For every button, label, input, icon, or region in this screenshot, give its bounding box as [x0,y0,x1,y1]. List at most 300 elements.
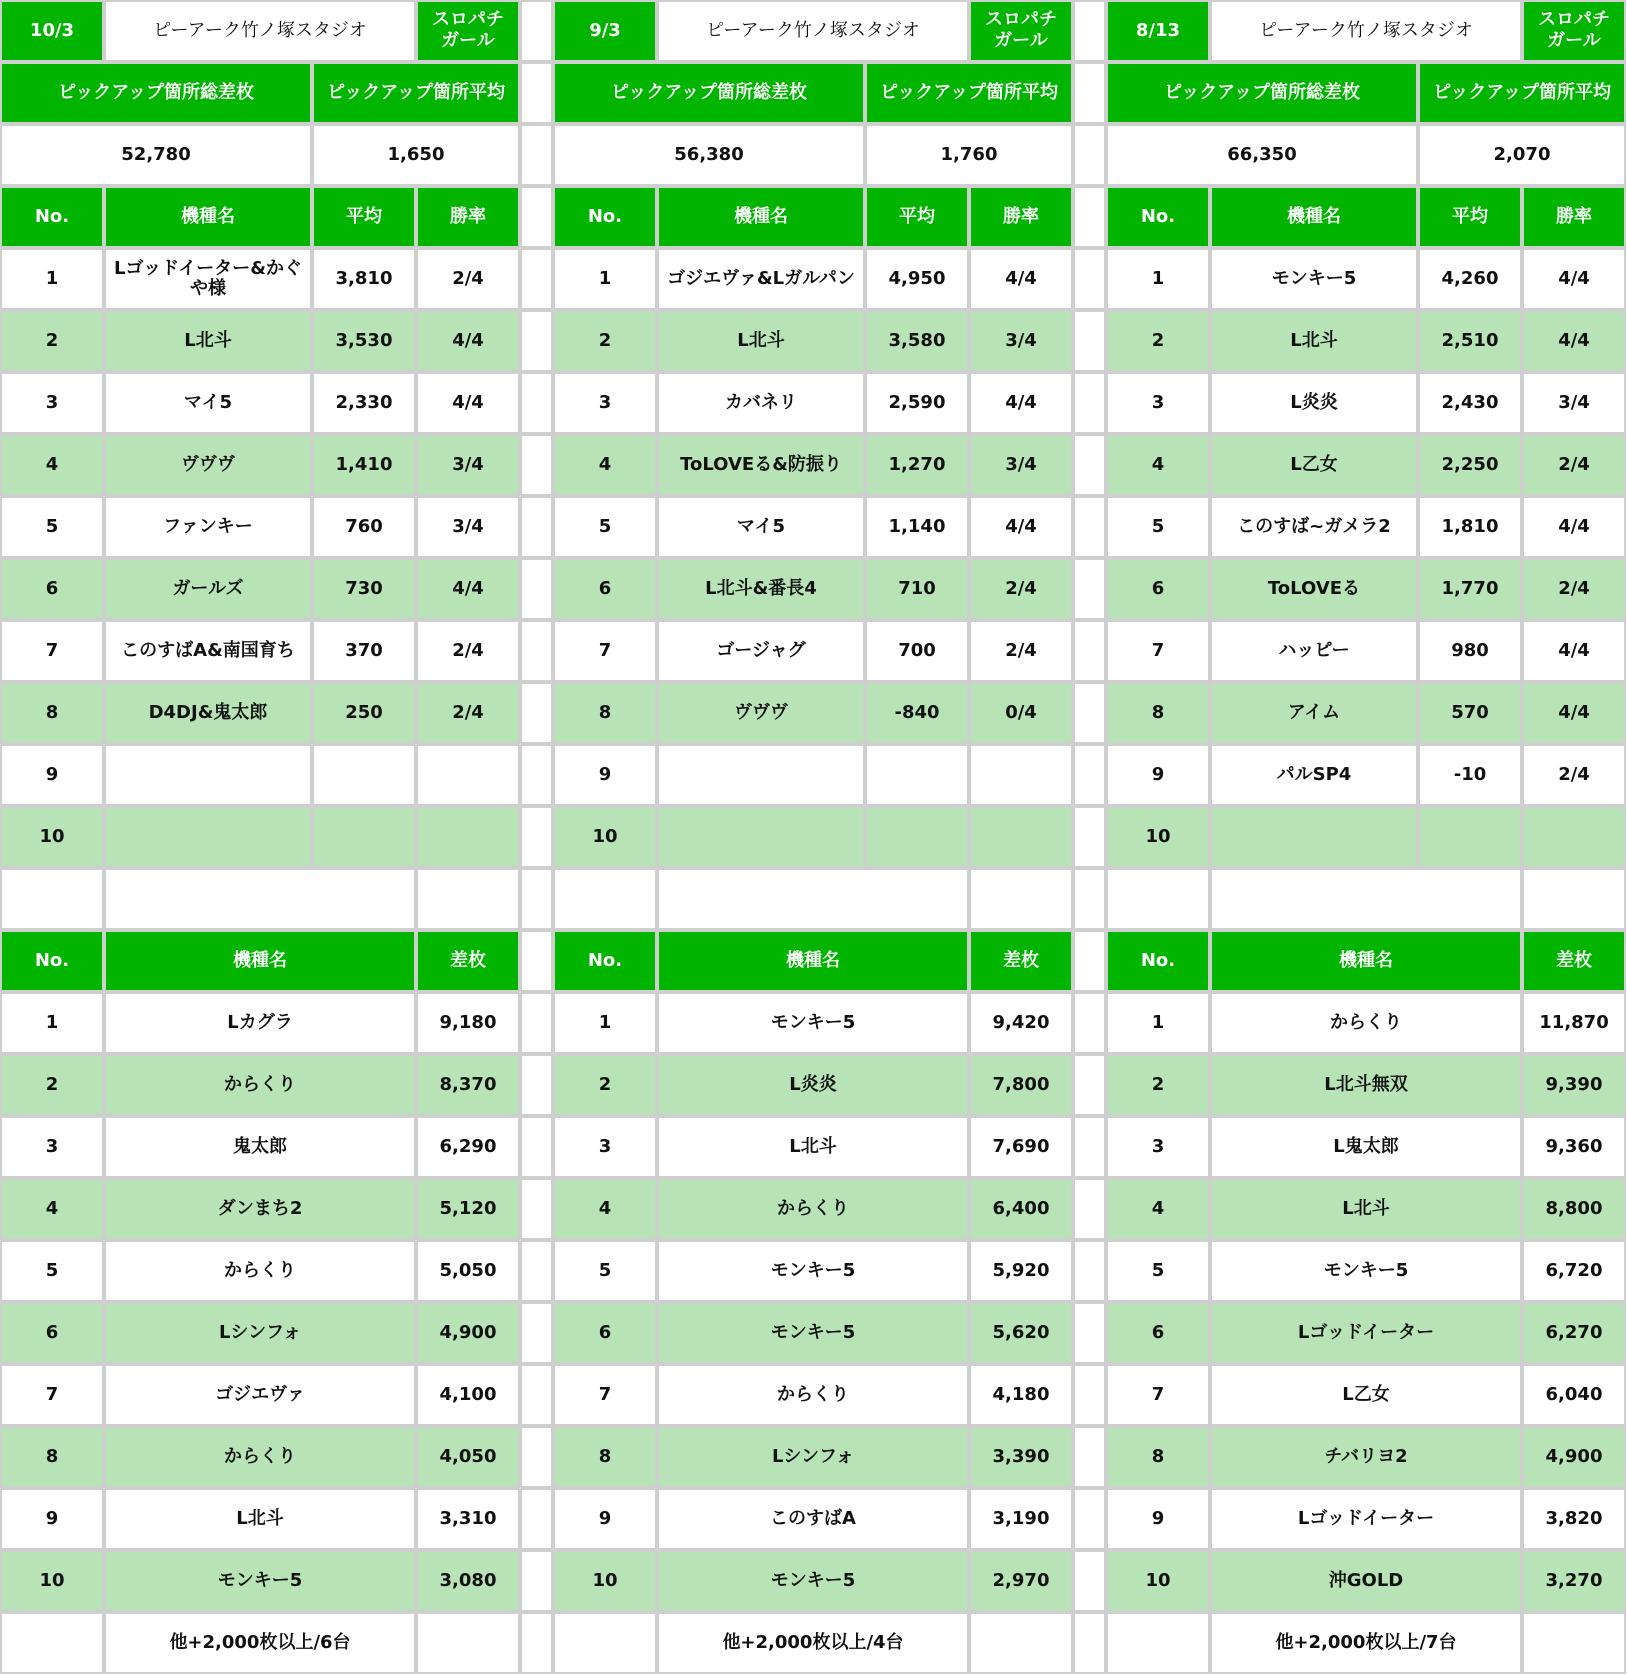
row-number: 6 [0,1302,104,1364]
machine-name: L鬼太郎 [1210,1116,1522,1178]
row-number: 9 [1106,744,1210,806]
diff-value: 6,270 [1522,1302,1626,1364]
grid-cell [1073,930,1106,992]
header-average: 平均 [312,186,416,248]
grid-cell [1073,558,1106,620]
row-number: 7 [0,1364,104,1426]
machine-name: L北斗無双 [1210,1054,1522,1116]
average-diff [312,806,416,868]
date-label: 10/3 [0,0,104,62]
grid-cell [520,434,553,496]
diff-value: 5,120 [416,1178,520,1240]
row-number: 8 [0,1426,104,1488]
win-rate: 3/4 [1522,372,1626,434]
grid-cell [1073,372,1106,434]
machine-name [104,744,312,806]
grid-cell [1073,496,1106,558]
machine-name: このすばA&南国育ち [104,620,312,682]
tag-badge [1522,0,1626,62]
machine-name: 沖GOLD [1210,1550,1522,1612]
win-rate: 2/4 [1522,434,1626,496]
win-rate: 2/4 [416,620,520,682]
machine-name: ゴジエヴァ&Lガルパン [657,248,865,310]
diff-value: 6,290 [416,1116,520,1178]
header-machine: 機種名 [657,186,865,248]
footer-note: 他+2,000枚以上/4台 [657,1612,969,1674]
row-number: 7 [553,1364,657,1426]
row-number: 9 [0,1488,104,1550]
row-number: 6 [1106,1302,1210,1364]
row-number: 1 [553,992,657,1054]
row-number: 5 [0,1240,104,1302]
header-no: No. [553,930,657,992]
machine-name: L乙女 [1210,1364,1522,1426]
grid-cell [1073,1116,1106,1178]
diff-value: 6,400 [969,1178,1073,1240]
grid-cell [1106,1612,1210,1674]
grid-cell [104,868,416,930]
header-average: 平均 [1418,186,1522,248]
average-diff: 1,810 [1418,496,1522,558]
grid-cell [520,1612,553,1674]
row-number: 8 [553,1426,657,1488]
machine-name: モンキー5 [657,1550,969,1612]
machine-name [657,744,865,806]
average-diff [865,744,969,806]
machine-name: ガールズ [104,558,312,620]
diff-value: 4,050 [416,1426,520,1488]
machine-name: ゴジエヴァ [104,1364,416,1426]
row-number: 8 [1106,1426,1210,1488]
tag-line-2: ガール [1547,30,1601,51]
win-rate: 4/4 [969,248,1073,310]
grid-cell [1210,868,1522,930]
row-number: 7 [553,620,657,682]
row-number: 7 [0,620,104,682]
grid-cell [520,1240,553,1302]
machine-name: モンキー5 [1210,1240,1522,1302]
row-number: 4 [1106,1178,1210,1240]
header-diff: 差枚 [416,930,520,992]
row-number: 1 [1106,248,1210,310]
win-rate: 2/4 [1522,558,1626,620]
grid-cell [520,0,553,62]
total-diff-value: 66,350 [1106,124,1418,186]
diff-value: 8,800 [1522,1178,1626,1240]
win-rate: 3/4 [416,496,520,558]
diff-value: 11,870 [1522,992,1626,1054]
win-rate: 2/4 [1522,744,1626,806]
machine-name: L北斗 [657,310,865,372]
machine-name: L北斗 [104,1488,416,1550]
grid-cell [520,868,553,930]
grid-cell [520,1550,553,1612]
diff-value: 3,080 [416,1550,520,1612]
grid-cell [1073,434,1106,496]
row-number: 7 [1106,1364,1210,1426]
average-diff: 760 [312,496,416,558]
win-rate: 2/4 [969,620,1073,682]
average-diff: 2,430 [1418,372,1522,434]
grid-cell [520,1488,553,1550]
machine-name: L北斗 [1210,310,1418,372]
diff-value: 9,390 [1522,1054,1626,1116]
grid-cell [1073,744,1106,806]
row-number: 5 [0,496,104,558]
grid-cell [1073,682,1106,744]
grid-cell [1073,1426,1106,1488]
row-number: 1 [553,248,657,310]
machine-name: からくり [657,1364,969,1426]
average-label: ピックアップ箇所平均 [312,62,520,124]
machine-name: D4DJ&鬼太郎 [104,682,312,744]
store-name: ピーアーク竹ノ塚スタジオ [104,0,416,62]
row-number: 2 [0,1054,104,1116]
footer-note: 他+2,000枚以上/7台 [1210,1612,1522,1674]
row-number: 1 [1106,992,1210,1054]
machine-name [657,806,865,868]
grid-cell [969,1612,1073,1674]
diff-value: 3,820 [1522,1488,1626,1550]
grid-cell [1073,0,1106,62]
machine-name: モンキー5 [104,1550,416,1612]
average-value: 1,650 [312,124,520,186]
grid-cell [520,62,553,124]
machine-name: からくり [104,1240,416,1302]
machine-name: ToLOVEる [1210,558,1418,620]
average-diff: 4,260 [1418,248,1522,310]
row-number: 8 [1106,682,1210,744]
grid-cell [1073,620,1106,682]
grid-cell [969,868,1073,930]
row-number: 10 [0,806,104,868]
diff-value: 3,190 [969,1488,1073,1550]
grid-cell [520,992,553,1054]
win-rate: 4/4 [416,372,520,434]
average-diff: 2,330 [312,372,416,434]
diff-value: 4,180 [969,1364,1073,1426]
row-number: 9 [1106,1488,1210,1550]
diff-value: 9,360 [1522,1116,1626,1178]
header-no: No. [1106,186,1210,248]
win-rate [969,806,1073,868]
win-rate: 4/4 [416,558,520,620]
header-win-rate: 勝率 [969,186,1073,248]
win-rate: 3/4 [416,434,520,496]
row-number: 10 [553,806,657,868]
machine-name: L炎炎 [1210,372,1418,434]
machine-name: ヴヴヴ [104,434,312,496]
row-number: 4 [553,434,657,496]
grid-cell [1073,124,1106,186]
total-diff-label: ピックアップ箇所総差枚 [1106,62,1418,124]
row-number: 7 [1106,620,1210,682]
machine-name: Lカグラ [104,992,416,1054]
grid-cell [1073,1488,1106,1550]
header-win-rate: 勝率 [1522,186,1626,248]
machine-name: L北斗&番長4 [657,558,865,620]
machine-name: ハッピー [1210,620,1418,682]
grid-cell [1073,62,1106,124]
machine-name [104,806,312,868]
machine-name: このすばA [657,1488,969,1550]
machine-name: ファンキー [104,496,312,558]
win-rate: 4/4 [1522,248,1626,310]
machine-name: チバリヨ2 [1210,1426,1522,1488]
grid-cell [1073,186,1106,248]
row-number: 9 [0,744,104,806]
average-diff: -10 [1418,744,1522,806]
header-machine: 機種名 [1210,930,1522,992]
machine-name: Lゴッドイーター&かぐや様 [104,248,312,310]
average-diff: 2,510 [1418,310,1522,372]
grid-cell [1073,1178,1106,1240]
machine-name: L北斗 [1210,1178,1522,1240]
win-rate: 4/4 [1522,310,1626,372]
row-number: 10 [0,1550,104,1612]
row-number: 3 [1106,1116,1210,1178]
win-rate [1522,806,1626,868]
grid-cell [520,1054,553,1116]
grid-cell [553,868,657,930]
row-number: 1 [0,248,104,310]
machine-name: アイム [1210,682,1418,744]
grid-cell [657,868,969,930]
average-value: 2,070 [1418,124,1626,186]
machine-name: L北斗 [657,1116,969,1178]
machine-name: Lシンフォ [657,1426,969,1488]
row-number: 2 [1106,1054,1210,1116]
header-diff: 差枚 [969,930,1073,992]
header-no: No. [0,930,104,992]
average-diff: 730 [312,558,416,620]
average-diff: 3,580 [865,310,969,372]
row-number: 6 [553,558,657,620]
grid-cell [1073,992,1106,1054]
grid-cell [416,1612,520,1674]
average-diff: 980 [1418,620,1522,682]
store-name: ピーアーク竹ノ塚スタジオ [657,0,969,62]
average-diff [312,744,416,806]
diff-value: 6,720 [1522,1240,1626,1302]
win-rate [969,744,1073,806]
row-number: 10 [1106,1550,1210,1612]
row-number: 5 [1106,496,1210,558]
grid-cell [520,1364,553,1426]
grid-cell [520,744,553,806]
tag-line-2: ガール [994,30,1048,51]
tag-line-1: スロパチ [1538,9,1610,31]
average-diff: 1,140 [865,496,969,558]
machine-name: L北斗 [104,310,312,372]
machine-name: Lゴッドイーター [1210,1488,1522,1550]
row-number: 4 [0,434,104,496]
row-number: 10 [553,1550,657,1612]
total-diff-value: 52,780 [0,124,312,186]
average-diff: 4,950 [865,248,969,310]
machine-name: モンキー5 [657,992,969,1054]
average-diff [865,806,969,868]
grid-cell [520,248,553,310]
grid-cell [1073,1364,1106,1426]
machine-name: 鬼太郎 [104,1116,416,1178]
total-diff-label: ピックアップ箇所総差枚 [553,62,865,124]
date-label: 8/13 [1106,0,1210,62]
machine-name: マイ5 [104,372,312,434]
win-rate: 4/4 [969,372,1073,434]
row-number: 8 [553,682,657,744]
row-number: 1 [0,992,104,1054]
grid-cell [1522,1612,1626,1674]
grid-cell [520,186,553,248]
total-diff-value: 56,380 [553,124,865,186]
grid-cell [520,620,553,682]
average-diff: -840 [865,682,969,744]
row-number: 9 [553,1488,657,1550]
row-number: 3 [0,1116,104,1178]
machine-name: ToLOVEる&防振り [657,434,865,496]
tag-line-2: ガール [441,30,495,51]
win-rate: 2/4 [969,558,1073,620]
row-number: 5 [553,1240,657,1302]
machine-name: L炎炎 [657,1054,969,1116]
average-diff: 700 [865,620,969,682]
average-diff: 1,770 [1418,558,1522,620]
header-no: No. [1106,930,1210,992]
grid-cell [520,372,553,434]
row-number: 2 [553,1054,657,1116]
date-label: 9/3 [553,0,657,62]
row-number: 6 [1106,558,1210,620]
machine-name: モンキー5 [1210,248,1418,310]
average-label: ピックアップ箇所平均 [1418,62,1626,124]
machine-name: Lシンフォ [104,1302,416,1364]
machine-name: からくり [657,1178,969,1240]
total-diff-label: ピックアップ箇所総差枚 [0,62,312,124]
machine-name: ヴヴヴ [657,682,865,744]
average-value: 1,760 [865,124,1073,186]
diff-value: 9,180 [416,992,520,1054]
grid-cell [1073,806,1106,868]
grid-cell [520,1116,553,1178]
grid-cell [1073,310,1106,372]
grid-cell [1073,868,1106,930]
average-diff: 710 [865,558,969,620]
row-number: 2 [0,310,104,372]
row-number: 8 [0,682,104,744]
win-rate [416,806,520,868]
average-label: ピックアップ箇所平均 [865,62,1073,124]
average-diff: 1,410 [312,434,416,496]
row-number: 3 [553,372,657,434]
grid-cell [1073,1550,1106,1612]
machine-name [1210,806,1418,868]
grid-cell [520,310,553,372]
grid-cell [520,1178,553,1240]
row-number: 2 [1106,310,1210,372]
grid-cell [0,1612,104,1674]
header-machine: 機種名 [1210,186,1418,248]
grid-cell [1106,868,1210,930]
average-diff: 370 [312,620,416,682]
row-number: 6 [0,558,104,620]
grid-cell [520,1426,553,1488]
grid-cell [1522,868,1626,930]
machine-name: からくり [104,1426,416,1488]
grid-cell [1073,1054,1106,1116]
win-rate: 4/4 [1522,620,1626,682]
row-number: 4 [1106,434,1210,496]
grid-cell [1073,1302,1106,1364]
header-win-rate: 勝率 [416,186,520,248]
grid-cell [520,496,553,558]
diff-value: 4,100 [416,1364,520,1426]
row-number: 5 [553,496,657,558]
footer-note: 他+2,000枚以上/6台 [104,1612,416,1674]
diff-value: 2,970 [969,1550,1073,1612]
diff-value: 7,800 [969,1054,1073,1116]
win-rate: 3/4 [969,434,1073,496]
grid-cell [520,682,553,744]
header-no: No. [0,186,104,248]
machine-name: モンキー5 [657,1240,969,1302]
row-number: 4 [0,1178,104,1240]
tag-line-1: スロパチ [985,9,1057,31]
grid-cell [1073,248,1106,310]
header-machine: 機種名 [104,186,312,248]
row-number: 3 [553,1116,657,1178]
grid-cell [520,558,553,620]
machine-name: モンキー5 [657,1302,969,1364]
store-name: ピーアーク竹ノ塚スタジオ [1210,0,1522,62]
tag-line-1: スロパチ [432,9,504,31]
diff-value: 6,040 [1522,1364,1626,1426]
diff-value: 9,420 [969,992,1073,1054]
diff-value: 3,390 [969,1426,1073,1488]
diff-value: 3,310 [416,1488,520,1550]
win-rate: 2/4 [416,682,520,744]
grid-cell [1073,1612,1106,1674]
win-rate: 4/4 [416,310,520,372]
row-number: 3 [1106,372,1210,434]
row-number: 5 [1106,1240,1210,1302]
average-diff: 2,250 [1418,434,1522,496]
machine-name: ゴージャグ [657,620,865,682]
average-diff: 1,270 [865,434,969,496]
machine-name: このすば~ガメラ2 [1210,496,1418,558]
grid-cell [0,868,104,930]
diff-value: 4,900 [1522,1426,1626,1488]
average-diff: 2,590 [865,372,969,434]
tag-badge [416,0,520,62]
diff-value: 5,050 [416,1240,520,1302]
row-number: 3 [0,372,104,434]
average-diff: 570 [1418,682,1522,744]
diff-value: 5,620 [969,1302,1073,1364]
tag-badge [969,0,1073,62]
header-no: No. [553,186,657,248]
grid-cell [520,806,553,868]
row-number: 2 [553,310,657,372]
machine-name: からくり [1210,992,1522,1054]
win-rate: 4/4 [1522,682,1626,744]
row-number: 4 [553,1178,657,1240]
row-number: 9 [553,744,657,806]
machine-name: L乙女 [1210,434,1418,496]
average-diff: 250 [312,682,416,744]
win-rate: 2/4 [416,248,520,310]
grid-cell [520,930,553,992]
